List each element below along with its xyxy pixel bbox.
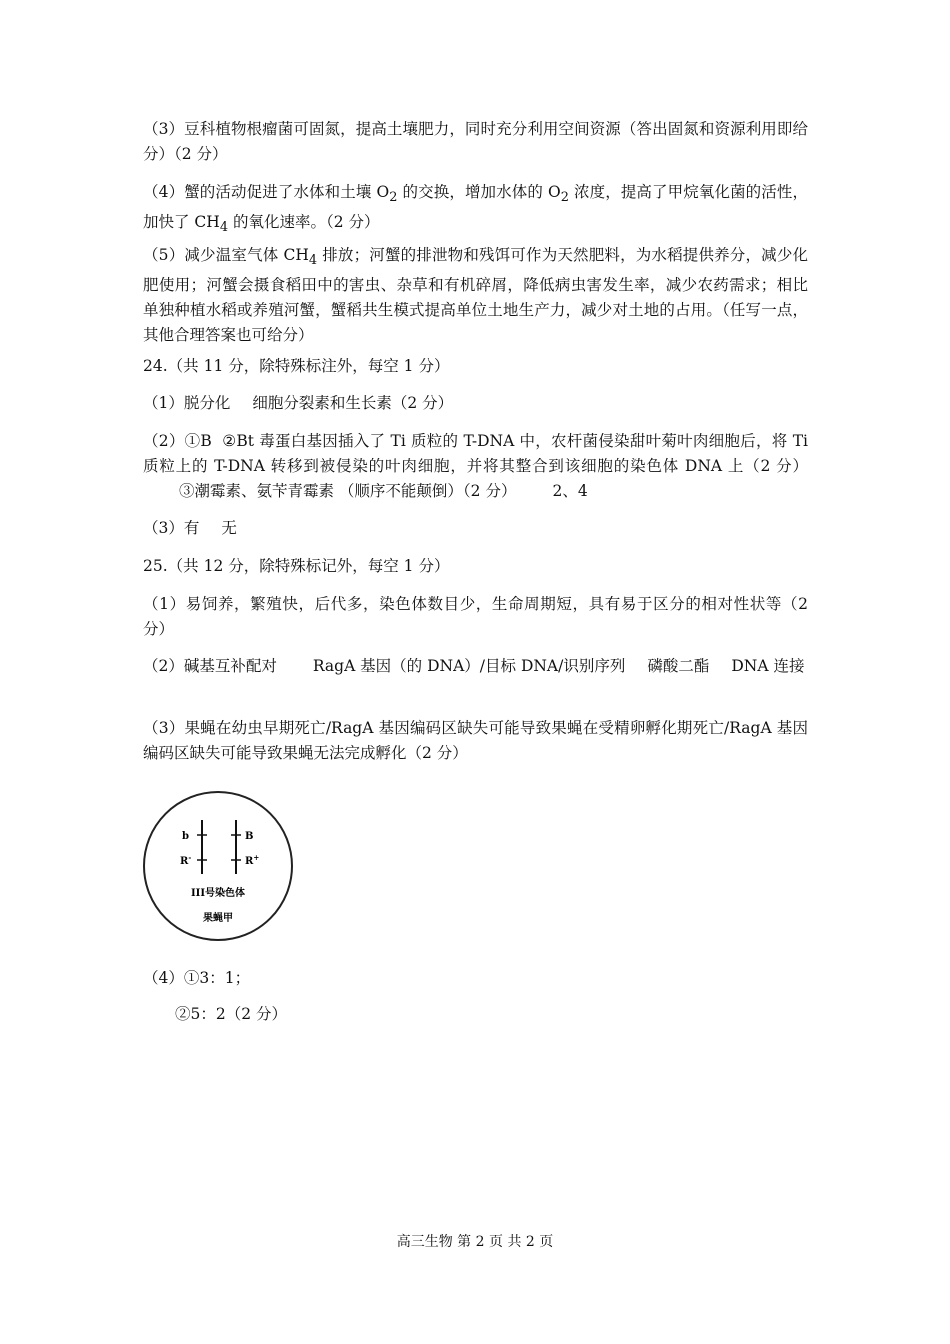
q24-answer-2	[143, 429, 808, 504]
allele-r-minus-label: R-	[180, 853, 192, 867]
q25-answer-4-part-2	[175, 1002, 775, 1027]
q24-header-text: 24.（共 11 分，除特殊标注外，每空 1 分）	[143, 357, 450, 375]
q25-answer-4-text-a: （4）①3：1；	[143, 969, 251, 987]
ch4-subscript: 4	[308, 253, 318, 269]
q23-answer-4-text-b: 的交换，增加水体的 O	[397, 183, 561, 201]
q23-answer-5-text-b: 排放；河蟹的排泄物和残饵可作为天然肥料，为水稻提供养分，减少化肥使用；河蟹会摄食稻田中的害虫、杂草和有机碎屑，降低病虫害发生率，减少农药需求；相比单独种植水稻或养殖河蟹，蟹稻共生模式提高单位土地生产力，减少对土地的占用。（任写一点，其他合理答案也可给分）	[143, 246, 808, 345]
q24-answer-2-text-b: ②Bt 毒蛋白基因插入了 Ti 质粒的 T-DNA 中，农杆菌侵染甜叶菊叶肉细胞后，将 Ti 质粒上的 T-DNA 转移到被侵染的叶肉细胞，并将其整合到该细胞的染色体 DNA 上（2 分）	[143, 432, 808, 475]
q25-answer-1	[143, 592, 808, 642]
q23-answer-5	[143, 243, 808, 348]
q25-answer-3-text: （3）果蝇在幼虫早期死亡/RagA 基因编码区缺失可能导致果蝇在受精卵孵化期死亡/RagA 基因编码区缺失可能导致果蝇无法完成孵化（2 分）	[143, 719, 808, 762]
q25-answer-2-text-c: 磷酸二酯	[647, 657, 710, 675]
q25-answer-1-text: （1）易饲养，繁殖快，后代多，染色体数目少，生命周期短，具有易于区分的相对性状等（2 分）	[143, 595, 808, 638]
chromosome-diagram	[142, 790, 294, 942]
q24-answer-2-text-d: 2、4	[552, 482, 588, 500]
q24-answer-3-text-a: （3）有	[143, 519, 200, 537]
q23-answer-4-text-c: 浓度，提高了甲烷氧化菌的活性，加快了 CH	[143, 183, 809, 232]
q23-answer-5-text-a: （5）减少温室气体 CH	[143, 246, 309, 264]
q24-answer-1-text-a: （1）脱分化	[143, 394, 231, 412]
fly-caption: 果蝇甲	[203, 913, 233, 924]
q25-answer-4-text-b: ②5：2（2 分）	[175, 1005, 288, 1023]
q23-answer-4	[143, 180, 808, 240]
o2-subscript: 2	[389, 190, 398, 206]
q23-answer-3-text: （3）豆科植物根瘤菌可固氮，提高土壤肥力，同时充分利用空间资源（答出固氮和资源利用即给分）（2 分）	[143, 120, 808, 163]
q23-answer-4-text-d: 的氧化速率。（2 分）	[228, 213, 380, 232]
q25-answer-2-text-b: RagA 基因（的 DNA）/目标 DNA/识别序列	[312, 657, 626, 675]
q23-answer-3	[143, 117, 808, 167]
q25-answer-2-text-d: DNA 连接	[731, 657, 805, 675]
q24-answer-3	[143, 516, 808, 541]
q23-answer-4-text-a: （4）蟹的活动促进了水体和土壤 O	[143, 183, 390, 201]
q25-answer-3	[143, 716, 808, 766]
q24-answer-1-text-b: 细胞分裂素和生长素（2 分）	[252, 394, 454, 412]
q24-header	[143, 354, 808, 379]
q25-answer-2	[143, 654, 808, 679]
chromosome-caption: III号染色体	[190, 888, 246, 899]
allele-b-label: b	[182, 831, 189, 842]
chromosome-diagram-svg	[142, 790, 294, 942]
q25-answer-4	[143, 966, 808, 991]
allele-r-plus-label: R+	[245, 853, 260, 867]
ch4-subscript: 4	[219, 220, 229, 236]
q24-answer-3-text-b: 无	[221, 519, 237, 537]
q25-header-text: 25.（共 12 分，除特殊标记外，每空 1 分）	[143, 557, 450, 575]
q24-answer-2-text-a: （2）①B	[143, 432, 212, 450]
page-footer: 高三生物 第 2 页 共 2 页	[396, 1234, 554, 1250]
o2-subscript: 2	[560, 190, 569, 206]
q25-answer-2-text-a: （2）碱基互补配对	[143, 657, 277, 675]
allele-B-label: B	[245, 831, 254, 842]
q24-answer-2-text-c: ③潮霉素、氨苄青霉素 （顺序不能颠倒）（2 分）	[179, 482, 517, 500]
q24-answer-1	[143, 391, 808, 416]
q25-header	[143, 554, 808, 579]
